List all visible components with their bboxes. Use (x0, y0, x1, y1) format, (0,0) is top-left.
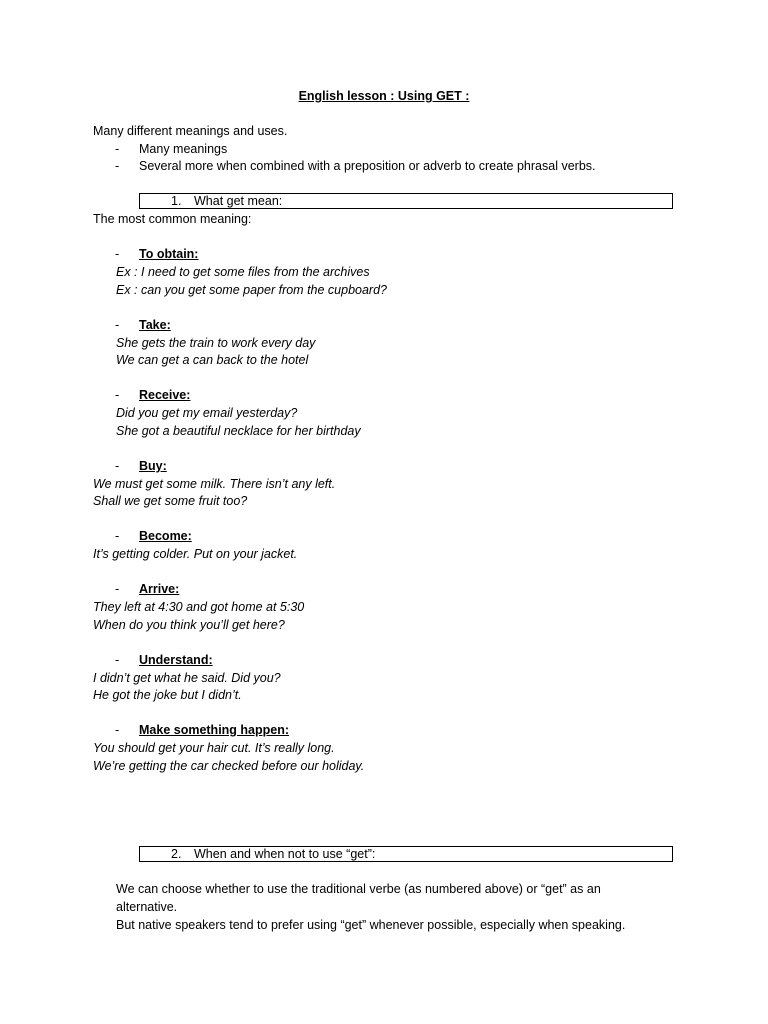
section-1-heading-box (139, 193, 673, 209)
section-2-number: 2. (171, 847, 182, 861)
meaning-label: Become: (139, 529, 192, 543)
meaning-dash: - (115, 318, 120, 332)
meaning-example: We can get a can back to the hotel (116, 353, 309, 367)
meaning-example: She got a beautiful necklace for her birthday (116, 424, 361, 438)
bullet-dash: - (115, 142, 120, 156)
meaning-example: We must get some milk. There isn’t any left. (93, 477, 336, 491)
meaning-label: Take: (139, 318, 171, 332)
meaning-dash: - (115, 247, 120, 261)
intro-bullet: Several more when combined with a preposition or adverb to create phrasal verbs. (139, 159, 596, 173)
meaning-example: She gets the train to work every day (116, 336, 316, 350)
meaning-example: Ex : can you get some paper from the cupboard? (116, 283, 387, 297)
section-1-subheading: The most common meaning: (93, 212, 252, 226)
meaning-dash: - (115, 653, 120, 667)
meaning-example: I didn’t get what he said. Did you? (93, 671, 281, 685)
meaning-example: Ex : I need to get some files from the archives (116, 265, 370, 279)
section-2-paragraph-line: alternative. (116, 900, 178, 914)
meaning-example: It’s getting colder. Put on your jacket. (93, 547, 298, 561)
meaning-label: Understand: (139, 653, 213, 667)
meaning-example: They left at 4:30 and got home at 5:30 (93, 600, 305, 614)
meaning-dash: - (115, 723, 120, 737)
meaning-label: To obtain: (139, 247, 199, 261)
meaning-example: You should get your hair cut. It’s really long. (93, 741, 335, 755)
section-2-paragraph-line: But native speakers tend to prefer using “get” whenever possible, especially when speaking. (116, 918, 626, 932)
section-2-heading-box (139, 846, 673, 862)
meaning-dash: - (115, 459, 120, 473)
meaning-example: Did you get my email yesterday? (116, 406, 298, 420)
meaning-example: When do you think you’ll get here? (93, 618, 285, 632)
meaning-dash: - (115, 388, 120, 402)
section-2-heading: When and when not to use “get”: (194, 847, 376, 861)
section-1-heading: What get mean: (194, 194, 283, 208)
bullet-dash: - (115, 159, 120, 173)
meaning-label: Buy: (139, 459, 167, 473)
meaning-dash: - (115, 582, 120, 596)
meaning-dash: - (115, 529, 120, 543)
meaning-label: Arrive: (139, 582, 180, 596)
intro-bullet: Many meanings (139, 142, 228, 156)
meaning-example: We’re getting the car checked before our holiday. (93, 759, 365, 773)
section-1-number: 1. (171, 194, 182, 208)
meaning-example: Shall we get some fruit too? (93, 494, 248, 508)
meaning-label: Receive: (139, 388, 191, 402)
meaning-example: He got the joke but I didn’t. (93, 688, 242, 702)
intro-line: Many different meanings and uses. (93, 124, 288, 138)
meaning-label: Make something happen: (139, 723, 290, 737)
section-2-paragraph-line: We can choose whether to use the traditional verbe (as numbered above) or “get” as an (116, 882, 601, 896)
page-title: English lesson : Using GET : (298, 89, 470, 103)
